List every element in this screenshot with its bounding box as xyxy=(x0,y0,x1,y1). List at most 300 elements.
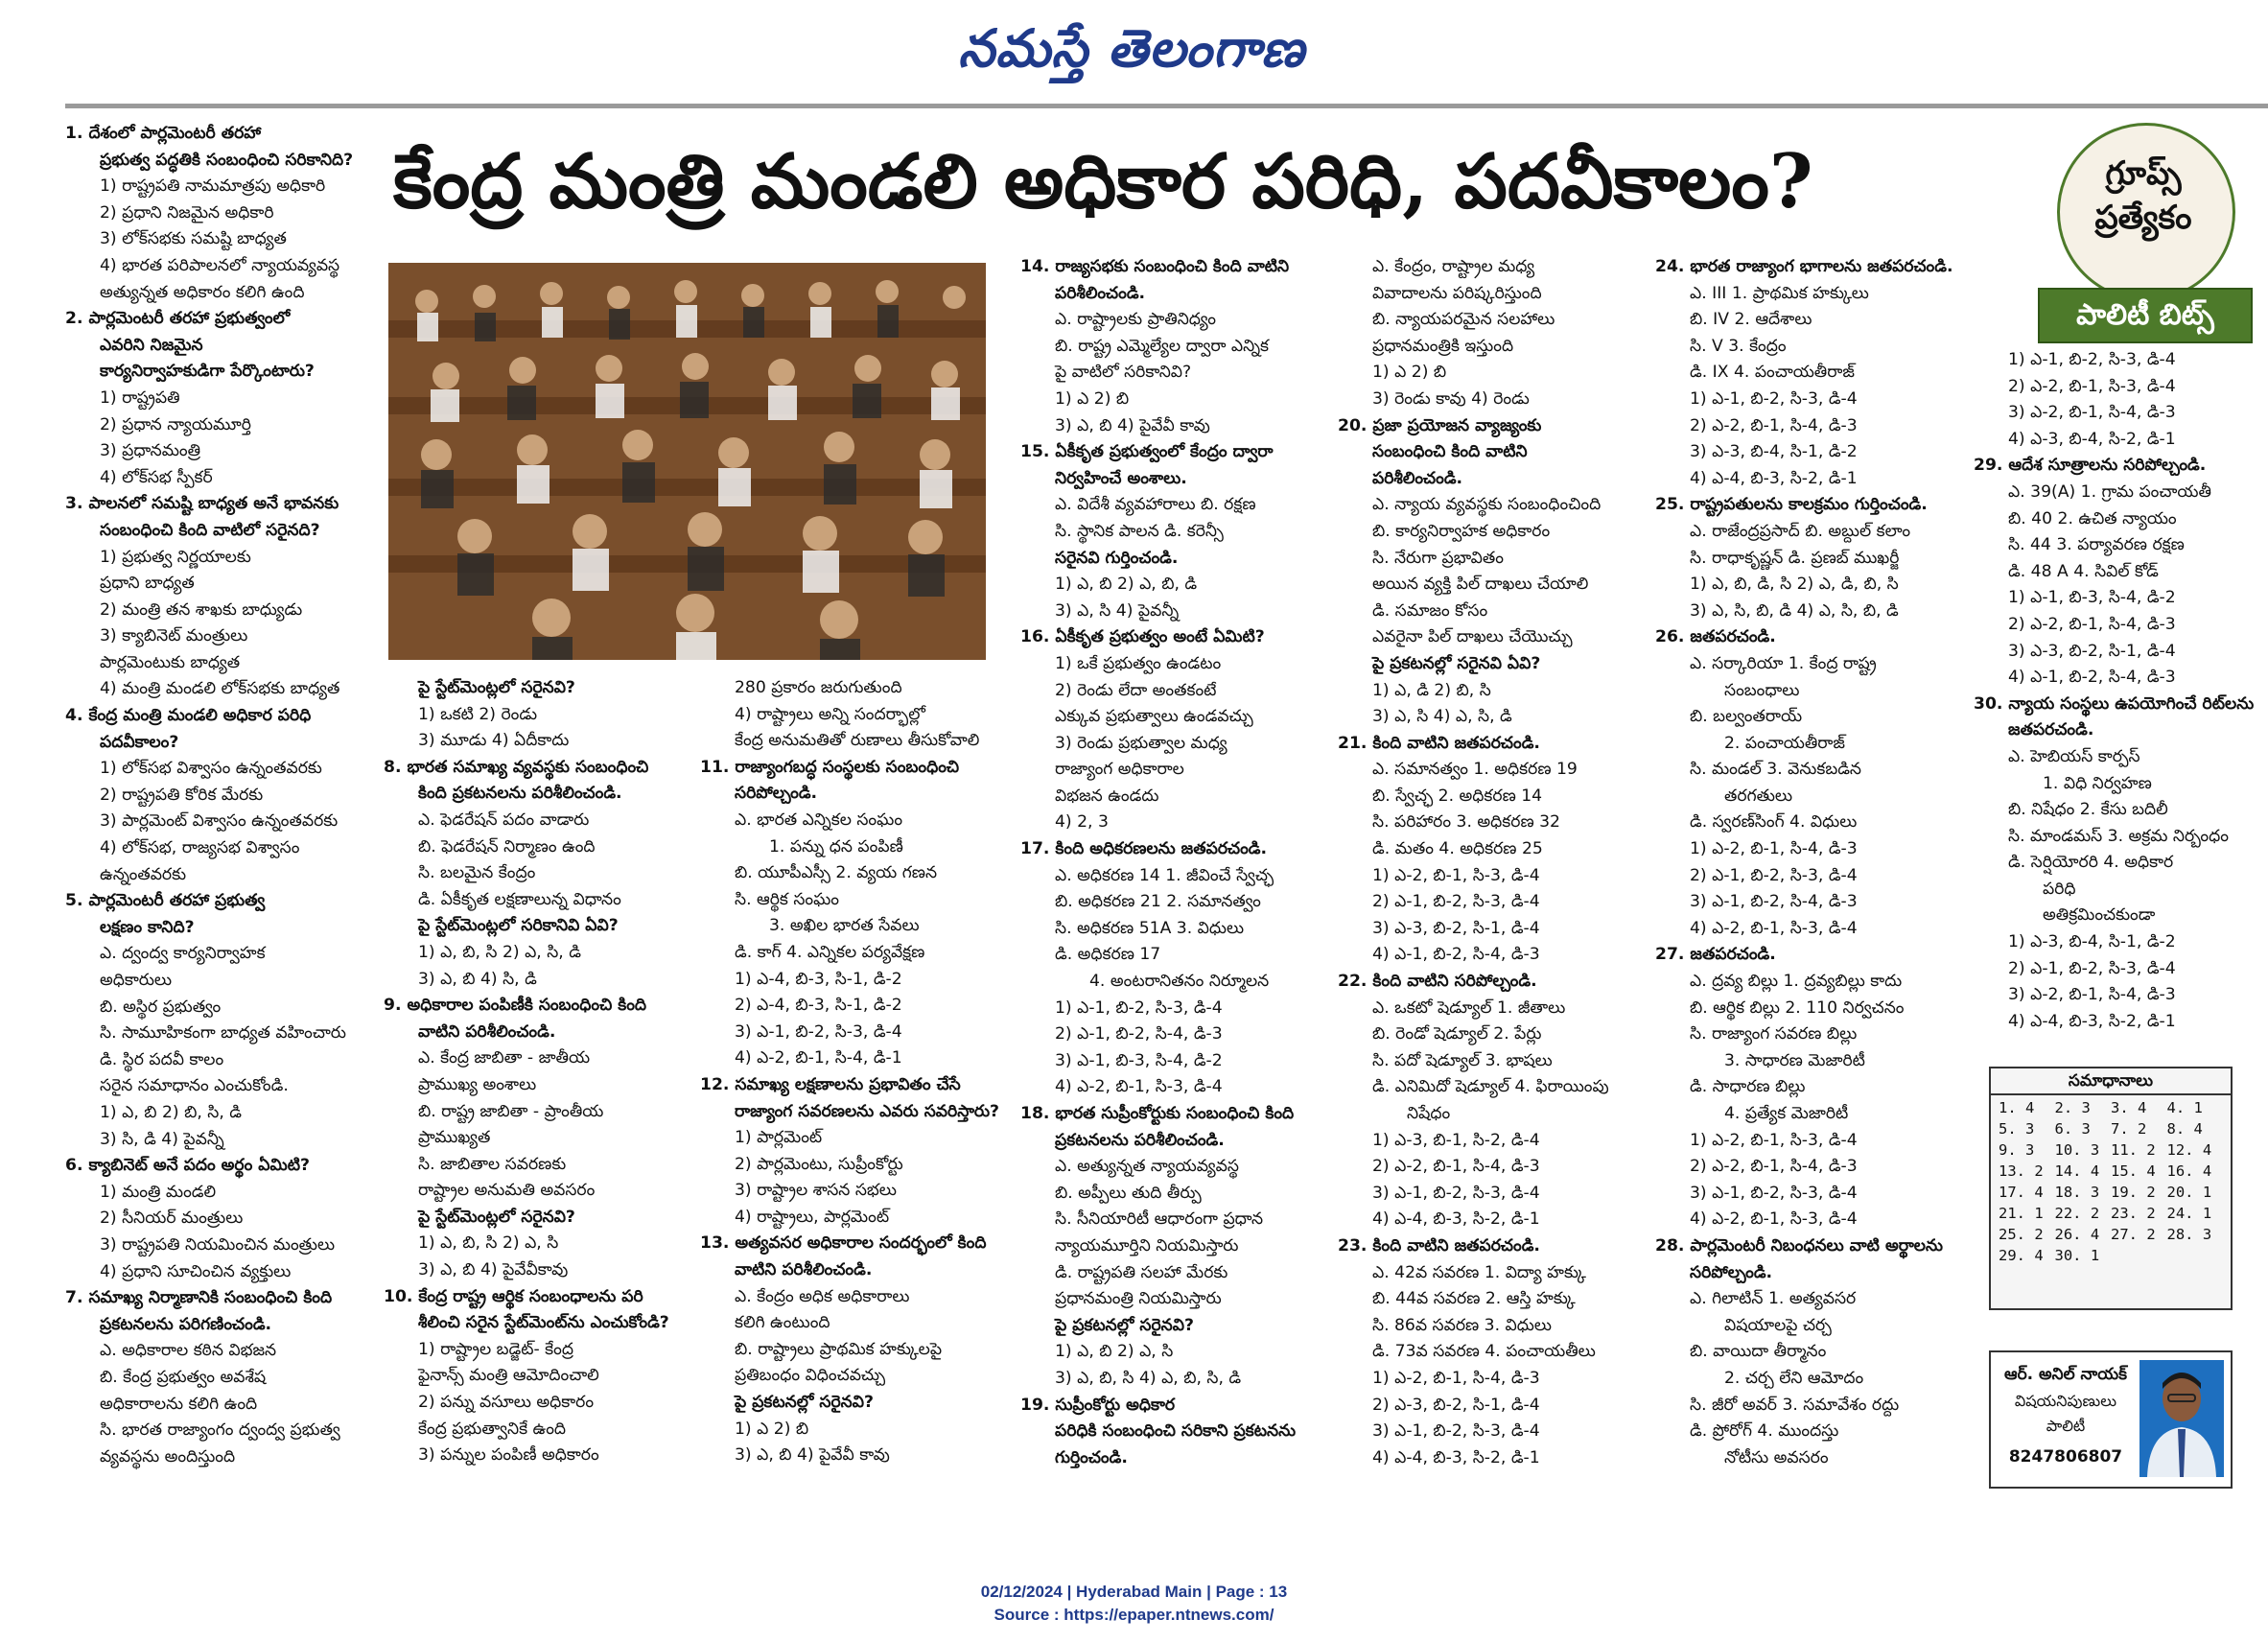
text-line: 4) ఎ-2, బి-1, సి-4, డి-1 xyxy=(735,1048,902,1068)
text-line: ఎ. అధికరణ 14 1. జీవించే స్వేచ్ఛ xyxy=(1055,865,1274,885)
text-line: పరిశీలించండి. xyxy=(1055,283,1146,303)
text-line: 2) మంత్రి తన శాఖకు బాధ్యుడు xyxy=(100,599,303,620)
text-line: 3) ఎ-1, బి-2, సి-3, డి-4 xyxy=(735,1021,902,1042)
text-line: డి. 73వ సవరణ 4. పంచాయతీలు xyxy=(1372,1342,1596,1362)
text-line: ఎ. సమానత్వం 1. అధికరణ 19 xyxy=(1372,760,1578,780)
text-line: ప్రభుత్వ పద్ధతికి సంబంధించి సరికానిది? xyxy=(100,150,354,170)
text-line: తరగతులు xyxy=(1724,786,1793,806)
text-line: 1) ఎ 2) బి xyxy=(1372,363,1447,383)
text-line: ప్రధానమంత్రికి ఇస్తుంది xyxy=(1372,336,1514,356)
text-line: డి. అధికరణ 17 xyxy=(1055,945,1161,965)
text-line: అయిన వ్యక్తి పిల్ దాఖలు చేయాలి xyxy=(1372,575,1589,595)
text-line: 1) లోక్‌సభ విశ్వాసం ఉన్నంతవరకు xyxy=(100,759,322,779)
text-line: 4) ప్రధాని సూచించిన వ్యక్తులు xyxy=(100,1261,292,1281)
text-line: సి. బలమైన కేంద్రం xyxy=(418,863,536,883)
text-line: 2) ఎ-4, బి-3, సి-1, డి-2 xyxy=(735,996,902,1016)
text-line: 3. సాధారణ మెజారిటీ xyxy=(1724,1050,1865,1070)
text-line: సరిపోల్చండి. xyxy=(1690,1262,1773,1282)
text-line: 2) రాష్ట్రపతి కోరిక మేరకు xyxy=(100,785,264,805)
badge-bar: పాలిటీ బిట్స్ xyxy=(2038,288,2253,343)
text-line: సి. సీనియారిటీ ఆధారంగా ప్రధాన xyxy=(1055,1209,1264,1230)
text-line: 1) రాష్ట్రాల బడ్జెట్- కేంద్ర xyxy=(418,1339,573,1359)
text-line: 3) ఎ, సి 4) పైవన్నీ xyxy=(1055,600,1180,621)
text-line: పరిధి xyxy=(2043,879,2076,899)
text-line: సి. V 3. కేంద్రం xyxy=(1690,336,1787,356)
text-line: డి. IX 4. పంచాయతీరాజ్ xyxy=(1690,363,1855,383)
text-line: 3. అఖిల భారత సేవలు xyxy=(769,916,920,936)
text-line: ప్రధాని బాధ్యత xyxy=(100,574,195,594)
text-line: 1) ఎ-2, బి-1, సి-3, డి-4 xyxy=(1690,1130,1858,1150)
text-line: వాటిని పరిశీలించండి. xyxy=(418,1021,556,1042)
text-line: బి. 40 2. ఉచిత న్యాయం xyxy=(2008,508,2177,528)
text-line: ఫైనాన్స్ మంత్రి ఆమోదించాలి xyxy=(418,1366,599,1386)
text-line: ఎ. విదేశీ వ్యవహారాలు బి. రక్షణ xyxy=(1055,495,1256,515)
answer-key-title: సమాధానాలు xyxy=(1991,1068,2231,1095)
text-line: 12. సమాఖ్య లక్షణాలను ప్రభావితం చేసే xyxy=(700,1074,961,1094)
text-line: 16. ఏకీకృత ప్రభుత్వం అంటే ఏమిటి? xyxy=(1020,627,1265,647)
text-line: 3) క్యాబినెట్ మంత్రులు xyxy=(100,626,248,646)
text-line: 1) ఎ 2) బి xyxy=(735,1419,809,1439)
text-line: ఎ. III 1. ప్రాథమిక హక్కులు xyxy=(1690,283,1869,303)
text-line: 3) ఎ, బి, సి 4) ఎ, బి, సి, డి xyxy=(1055,1368,1242,1388)
text-line: 2) ప్రధాన న్యాయమూర్తి xyxy=(100,414,251,434)
text-line: 3) ఎ-1, బి-2, సి-3, డి-4 xyxy=(1690,1183,1858,1203)
text-line: ప్రతిబంధం విధించవచ్చు xyxy=(735,1366,886,1386)
text-line: ఎ. గిలాటిన్ 1. అత్యవసర xyxy=(1690,1289,1857,1309)
text-line: అధికారులు xyxy=(100,971,173,990)
answer-item: 6. 3 xyxy=(2054,1120,2091,1138)
text-line: 4) ఎ-4, బి-3, సి-2, డి-1 xyxy=(2008,1011,2176,1031)
text-line: సి. రాధాకృష్ణన్ డి. ప్రణబ్ ముఖర్జీ xyxy=(1690,548,1900,568)
text-line: బి. అధికరణ 21 2. సమానత్వం xyxy=(1055,892,1261,912)
author-box xyxy=(1989,1350,2233,1489)
parliament-photo xyxy=(388,263,986,660)
badge-text xyxy=(2057,152,2230,240)
text-line: ఎ. న్యాయ వ్యవస్థకు సంబంధించింది xyxy=(1372,495,1602,515)
text-line: 2) పార్లమెంటు, సుప్రీంకోర్టు xyxy=(735,1154,903,1174)
text-line: న్యాయమూర్తిని నియమిస్తారు xyxy=(1055,1235,1239,1256)
text-line: వాటిని పరిశీలించండి. xyxy=(735,1260,873,1280)
text-line: ప్రకటనలను పరిశీలించండి. xyxy=(1055,1130,1225,1150)
text-line: బి. 44వ సవరణ 2. ఆస్తి హక్కు xyxy=(1372,1289,1576,1309)
column-4 xyxy=(1020,254,1337,1471)
text-line: 3) సి, డి 4) పైవన్నీ xyxy=(100,1129,224,1149)
answer-item: 5. 3 xyxy=(1999,1120,2035,1138)
answer-item: 16. 4 xyxy=(2166,1162,2212,1180)
text-line: 1) ఎ-1, బి-2, సి-3, డి-4 xyxy=(1055,998,1223,1018)
text-line: 7. సమాఖ్య నిర్మాణానికి సంబంధించి కింది xyxy=(65,1288,333,1308)
text-line: గుర్తించండి. xyxy=(1055,1447,1128,1467)
text-line: బి. రెండో షెడ్యూల్ 2. పేర్లు xyxy=(1372,1024,1542,1044)
answer-item: 10. 3 xyxy=(2054,1141,2100,1159)
text-line: ఎ. ఫెడరేషన్ పదం వాడారు xyxy=(418,810,590,830)
text-line: ప్రాముఖ్య అంశాలు xyxy=(418,1074,537,1094)
text-line: ఎ. ఒకటో షెడ్యూల్ 1. జీతాలు xyxy=(1372,998,1566,1018)
text-line: 17. కింది అధికరణలను జతపరచండి. xyxy=(1020,839,1268,859)
answer-item: 9. 3 xyxy=(1999,1141,2035,1159)
answer-item: 1. 4 xyxy=(1999,1099,2035,1116)
text-line: 1) ఎ, బి, డి, సి 2) ఎ, డి, బి, సి xyxy=(1690,575,1899,595)
text-line: లక్షణం కానిది? xyxy=(100,917,195,937)
text-line: డి. 48 A 4. సివిల్ కోడ్ xyxy=(2008,561,2159,581)
text-line: 2) ప్రధాని నిజమైన అధికారి xyxy=(100,202,274,223)
text-line: 3) ఎ, సి 4) ఎ, సి, డి xyxy=(1372,707,1512,727)
text-line: 4) లోక్‌సభ, రాజ్యసభ విశ్వాసం xyxy=(100,838,300,858)
answer-grid xyxy=(1991,1095,2231,1268)
text-line: 5. పార్లమెంటరీ తరహా ప్రభుత్వ xyxy=(65,891,266,911)
answer-item: 22. 2 xyxy=(2054,1205,2100,1222)
answer-item: 13. 2 xyxy=(1999,1162,2044,1180)
text-line: బి. రాష్ట్ర ఎమ్మెల్యేల ద్వారా ఎన్నిక xyxy=(1055,336,1270,356)
text-line: 280 ప్రకారం జరుగుతుంది xyxy=(735,678,902,697)
text-line: 1) ఎ 2) బి xyxy=(1055,388,1130,409)
text-line: రాజ్యాంగ అధికారాల xyxy=(1055,760,1184,780)
author-role-line1: విషయనిపుణులు xyxy=(2014,1392,2117,1410)
answer-item: 19. 2 xyxy=(2111,1184,2156,1201)
text-line: 1. విధి నిర్వహణ xyxy=(2043,773,2152,793)
text-line: ఎ. ద్వంద్వ కార్యనిర్వాహక xyxy=(100,944,266,964)
text-line: బి. రాష్ట్రాలు ప్రాథమిక హక్కులపై xyxy=(735,1339,943,1359)
masthead: నమస్తే తెలంగాణ xyxy=(958,17,1305,79)
text-line: 1) ఎ-2, బి-1, సి-3, డి-4 xyxy=(1372,865,1540,885)
column-1 xyxy=(65,121,382,1470)
text-line: బి. న్యాయపరమైన సలహాలు xyxy=(1372,310,1555,330)
text-line: 1) ఎ, బి, సి 2) ఎ, సి xyxy=(418,1233,559,1254)
text-line: 4) ఎ-2, బి-1, సి-3, డి-4 xyxy=(1690,918,1858,938)
text-line: డి. మతం 4. అధికరణ 25 xyxy=(1372,839,1543,859)
text-line: నిర్వహించే అంశాలు. xyxy=(1055,468,1187,488)
answer-item: 17. 4 xyxy=(1999,1184,2044,1201)
text-line: 1) ఎ-1, బి-2, సి-3, డి-4 xyxy=(2008,350,2176,369)
text-line: 29. ఆదేశ సూత్రాలను సరిపోల్చండి. xyxy=(1974,456,2207,476)
text-line: 3) రాష్ట్రపతి నియమించిన మంత్రులు xyxy=(100,1234,336,1255)
text-line: 4) మంత్రి మండలి లోక్‌సభకు బాధ్యత xyxy=(100,679,340,699)
text-line: 1) రాష్ట్రపతి నామమాత్రపు అధికారి xyxy=(100,176,326,197)
author-photo xyxy=(2139,1360,2224,1477)
text-line: 1) ప్రభుత్వ నిర్ణయాలకు xyxy=(100,547,251,567)
text-line: ఎవరిని నిజమైన xyxy=(100,335,203,355)
text-line: 2) ఎ-2, బి-1, సి-4, డి-3 xyxy=(1690,415,1858,435)
text-line: 23. కింది వాటిని జతపరచండి. xyxy=(1338,1235,1540,1256)
text-line: ప్రకటనలను పరిగణించండి. xyxy=(100,1314,272,1334)
text-line: కేంద్ర ప్రభుత్వానికే ఉంది xyxy=(418,1419,567,1439)
text-line: 8. భారత సమాఖ్య వ్యవస్థకు సంబంధించి xyxy=(384,757,649,777)
text-line: బి. ఆర్థిక బిల్లు 2. 110 నిర్వచనం xyxy=(1690,998,1905,1018)
text-line: 4) భారత పరిపాలనలో న్యాయవ్యవస్థ xyxy=(100,255,340,275)
text-line: 4) ఎ-3, బి-4, సి-2, డి-1 xyxy=(2008,429,2176,449)
answer-item: 3. 4 xyxy=(2111,1099,2147,1116)
text-line: బి. స్వేచ్ఛ 2. అధికరణ 14 xyxy=(1372,786,1543,806)
text-line: జతపరచండి. xyxy=(2008,720,2094,740)
answer-item: 7. 2 xyxy=(2111,1120,2147,1138)
text-line: సి. 86వ సవరణ 3. విధులు xyxy=(1372,1315,1552,1335)
text-line: పై ప్రకటనల్లో సరైనవి? xyxy=(1055,1315,1194,1335)
headline: కేంద్ర మంత్రి మండలి అధికార పరిధి, పదవీకాలం? xyxy=(393,138,1813,225)
text-line: పై ప్రకటనల్లో సరైనవి ఏవి? xyxy=(1372,653,1541,673)
text-line: పై ప్రకటనల్లో సరైనవి? xyxy=(735,1393,874,1413)
text-line: పై స్టేట్‌మెంట్లలో సరైనవి? xyxy=(418,1207,575,1227)
text-line: 3) ఎ, సి, బి, డి 4) ఎ, సి, బి, డి xyxy=(1690,600,1899,621)
text-line: ఎ. రాష్ట్రాలకు ప్రాతినిధ్యం xyxy=(1055,310,1217,330)
answer-item: 11. 2 xyxy=(2111,1141,2156,1159)
text-line: సి. పరిహారం 3. అధికరణ 32 xyxy=(1372,812,1560,833)
text-line: అతిక్రమించకుండా xyxy=(2043,905,2156,926)
text-line: 1. దేశంలో పార్లమెంటరీ తరహా xyxy=(65,124,262,143)
author-name: ఆర్. అనిల్ నాయక్ xyxy=(2004,1365,2127,1384)
text-line: 1) రాష్ట్రపతి xyxy=(100,387,180,408)
text-line: 3) ఎ, బి 4) సి, డి xyxy=(418,969,537,989)
text-line: సి. పదో షెడ్యూల్ 3. భాషలు xyxy=(1372,1050,1553,1070)
text-line: అత్యున్నత అధికారం కలిగి ఉంది xyxy=(100,282,305,302)
text-line: సి. మండల్ 3. వెనుకబడిన xyxy=(1690,760,1862,780)
parliament-photo-illustration xyxy=(388,263,986,660)
text-line: 1) ఒకటి 2) రెండు xyxy=(418,704,538,724)
text-line: 6. క్యాబినెట్ అనే పదం అర్థం ఏమిటి? xyxy=(65,1156,310,1176)
text-line: 3) రెండు కావు 4) రెండు xyxy=(1372,388,1530,409)
text-line: సి. సామూహికంగా బాధ్యత వహించారు xyxy=(100,1023,346,1044)
answer-item: 2. 3 xyxy=(2054,1099,2091,1116)
text-line: 4. కేంద్ర మంత్రి మండలి అధికార పరిధి xyxy=(65,706,312,726)
text-line: 3) రాష్ట్రాల శాసన సభలు xyxy=(735,1181,897,1201)
text-line: పరిశీలించండి. xyxy=(1372,468,1463,488)
text-line: ప్రాముఖ్యత xyxy=(418,1128,491,1148)
answer-item: 14. 4 xyxy=(2054,1162,2100,1180)
answer-item: 8. 4 xyxy=(2166,1120,2203,1138)
text-line: నిషేధం xyxy=(1407,1104,1451,1123)
answer-item: 27. 2 xyxy=(2111,1226,2156,1243)
text-line: 1) ఎ-3, బి-4, సి-1, డి-2 xyxy=(2008,932,2176,952)
text-line: 4. అంటరానితనం నిర్మూలన xyxy=(1089,972,1270,992)
text-line: ఎ. 42వ సవరణ 1. విద్యా హక్కు xyxy=(1372,1262,1586,1282)
text-line: డి. సెర్షియోరరి 4. అధికార xyxy=(2008,853,2174,873)
text-line: డి. సమాజం కోసం xyxy=(1372,600,1488,621)
text-line: 22. కింది వాటిని సరిపోల్చండి. xyxy=(1338,972,1537,992)
text-line: డి. ఏకీకృత లక్షణాలున్న విధానం xyxy=(418,889,621,909)
text-line: బి. బల్వంతరాయ్ xyxy=(1690,707,1803,727)
text-line: 2) ఎ-2, బి-1, సి-4, డి-3 xyxy=(1372,1157,1540,1177)
text-line: 1) ఎ-4, బి-3, సి-1, డి-2 xyxy=(735,969,902,989)
text-line: 2) సీనియర్ మంత్రులు xyxy=(100,1209,244,1229)
answer-item: 20. 1 xyxy=(2166,1184,2212,1201)
text-line: పదవీకాలం? xyxy=(100,732,179,752)
text-line: 10. కేంద్ర రాష్ట్ర ఆర్థిక సంబంధాలను పరి xyxy=(384,1286,643,1306)
text-line: సంబంధించి కింది వాటిలో సరైనది? xyxy=(100,520,320,540)
text-line: 30. న్యాయ సంస్థలు ఉపయోగించే రిట్‌లను xyxy=(1974,693,2255,714)
text-line: 4) రాష్ట్రాలు అన్ని సందర్భాల్లో xyxy=(735,704,925,724)
text-line: 4. ప్రత్యేక మెజారిటీ xyxy=(1724,1104,1849,1123)
text-line: డి. సాధారణ బిల్లు xyxy=(1690,1077,1806,1097)
text-line: 4) 2, 3 xyxy=(1055,812,1109,833)
answer-item: 25. 2 xyxy=(1999,1226,2044,1243)
text-line: 2) ఎ-1, బి-2, సి-3, డి-4 xyxy=(2008,958,2176,978)
text-line: 2) ఎ-2, బి-1, సి-3, డి-4 xyxy=(2008,376,2176,396)
answer-item: 21. 1 xyxy=(1999,1205,2044,1222)
text-line: బి. IV 2. ఆదేశాలు xyxy=(1690,310,1812,330)
text-line: 2) ఎ-3, బి-2, సి-1, డి-4 xyxy=(1372,1395,1540,1415)
text-line: 1) ఎ, బి 2) బి, సి, డి xyxy=(100,1102,242,1122)
text-line: 3) రెండు ప్రభుత్వాల మధ్య xyxy=(1055,733,1228,753)
text-line: ఉన్నంతవరకు xyxy=(100,864,187,884)
text-line: ఎ. కేంద్ర జాబితా - జాతీయ xyxy=(418,1048,591,1068)
text-line: డి. రాష్ట్రపతి సలహా మేరకు xyxy=(1055,1262,1228,1282)
text-line: 3) లోక్‌సభకు సమష్టి బాధ్యత xyxy=(100,229,287,249)
text-line: 1. పన్ను ధన పంపిణీ xyxy=(769,836,903,857)
text-line: 13. అత్యవసర అధికారాల సందర్భంలో కింది xyxy=(700,1233,987,1254)
text-line: 18. భారత సుప్రీంకోర్టుకు సంబంధించి కింది xyxy=(1020,1104,1295,1123)
text-line: 1) ఎ-2, బి-1, సి-4, డి-3 xyxy=(1372,1368,1540,1388)
text-line: డి. స్థిర పదవీ కాలం xyxy=(100,1049,224,1069)
text-line: పై స్టేట్‌మెంట్లలో సరైనవి? xyxy=(418,678,575,697)
column-3 xyxy=(700,675,1017,1469)
text-line: బి. రాష్ట్ర జాబితా - ప్రాంతీయ xyxy=(418,1101,604,1121)
text-line: కలిగి ఉంటుంది xyxy=(735,1313,830,1333)
author-role xyxy=(1999,1389,2133,1439)
text-line: బి. అస్థిర ప్రభుత్వం xyxy=(100,997,222,1017)
text-line: సి. జాబితాల సవరణకు xyxy=(418,1154,567,1174)
text-line: సి. రాజ్యాంగ సవరణ బిల్లు xyxy=(1690,1024,1858,1044)
text-line: 3) ఎ, బి 4) పైవేవీ కావు xyxy=(1055,415,1210,435)
answer-item: 30. 1 xyxy=(2054,1247,2100,1264)
text-line: అధికారాలను కలిగి ఉంది xyxy=(100,1394,258,1414)
text-line: 1) ఎ, బి 2) ఎ, బి, డి xyxy=(1055,575,1198,595)
text-line: 4) లోక్‌సభ స్పీకర్ xyxy=(100,467,213,487)
author-phone: 8247806807 xyxy=(2008,1447,2123,1467)
text-line: శీలించి సరైన స్టేట్‌మెంట్‌ను ఎంచుకోండి? xyxy=(418,1313,669,1333)
text-line: పార్లమెంటుకు బాధ్యత xyxy=(100,652,241,672)
text-line: సి. జీరో అవర్ 3. సమావేశం రద్దు xyxy=(1690,1395,1900,1415)
text-line: 3) ఎ-1, బి-2, సి-4, డి-3 xyxy=(1690,892,1858,912)
text-line: బి. కేంద్ర ప్రభుత్వం అవశేష xyxy=(100,1367,267,1387)
text-line: 1) పార్లమెంట్ xyxy=(735,1128,823,1148)
text-line: 2) ఎ-2, బి-1, సి-4, డి-3 xyxy=(2008,614,2176,634)
text-line: 4) ఎ-1, బి-2, సి-4, డి-3 xyxy=(1372,945,1540,965)
text-line: 3) ఎ-1, బి-3, సి-4, డి-2 xyxy=(1055,1050,1223,1070)
text-line: 2) ఎ-1, బి-2, సి-3, డి-4 xyxy=(1690,865,1858,885)
text-line: కార్యనిర్వాహకుడిగా పేర్కొంటారు? xyxy=(100,362,315,382)
column-2 xyxy=(384,675,700,1469)
text-line: 11. రాజ్యాంగబద్ధ సంస్థలకు సంబంధించి xyxy=(700,757,960,777)
text-line: సి. మాండమస్ 3. అక్రమ నిర్బంధం xyxy=(2008,826,2229,846)
text-line: ఎ. ద్రవ్య బిల్లు 1. ద్రవ్యబిల్లు కాదు xyxy=(1690,972,1903,992)
text-line: 1) ఎ, బి, సి 2) ఎ, సి, డి xyxy=(418,942,581,962)
text-line: బి. అప్పీలు తుది తీర్పు xyxy=(1055,1183,1202,1203)
text-line: 4) ఎ-2, బి-1, సి-3, డి-4 xyxy=(1055,1077,1223,1097)
text-line: 14. రాజ్యసభకు సంబంధించి కింది వాటిని xyxy=(1020,257,1290,276)
text-line: డి. ప్రోరోగ్ 4. ముందస్తు xyxy=(1690,1421,1839,1442)
text-line: సరిపోల్చండి. xyxy=(735,784,818,804)
text-line: బి. ఫెడరేషన్ నిర్మాణం ఉంది xyxy=(418,836,596,857)
section-badge xyxy=(2038,123,2230,332)
text-line: డి. ఎనిమిదో షెడ్యూల్ 4. ఫిరాయింపు xyxy=(1372,1077,1609,1097)
text-line: బి. యూపీఎస్సీ 2. వ్యయ గణన xyxy=(735,863,938,883)
text-line: 2) పన్ను వసూలు అధికారం xyxy=(418,1393,595,1413)
text-line: 2. పార్లమెంటరీ తరహా ప్రభుత్వంలో xyxy=(65,309,291,329)
text-line: 4) ఎ-2, బి-1, సి-3, డి-4 xyxy=(1690,1209,1858,1230)
text-line: 3) ఎ-3, బి-4, సి-1, డి-2 xyxy=(1690,442,1858,462)
text-line: విషయాలపై చర్చ xyxy=(1724,1315,1832,1335)
text-line: 24. భారత రాజ్యాంగ భాగాలను జతపరచండి. xyxy=(1655,257,1953,276)
text-line: ఎ. హెబియస్ కార్పస్ xyxy=(2008,746,2140,766)
badge-line2: ప్రత్యేకం xyxy=(2094,199,2192,237)
author-photo-illustration xyxy=(2139,1360,2224,1477)
text-line: ఎ. కేంద్రం అధిక అధికారాలు xyxy=(735,1286,910,1306)
text-line: సి. అధికరణ 51A 3. విధులు xyxy=(1055,918,1245,938)
text-line: సి. 44 3. పర్యావరణ రక్షణ xyxy=(2008,535,2185,555)
text-line: వివాదాలను పరిష్కరిస్తుంది xyxy=(1372,283,1542,303)
text-line: 1) మంత్రి మండలి xyxy=(100,1182,217,1202)
text-line: 4) ఎ-4, బి-3, సి-2, డి-1 xyxy=(1372,1209,1540,1230)
text-line: కింది ప్రకటనలను పరిశీలించండి. xyxy=(418,784,622,804)
badge-line1: గ్రూప్స్ xyxy=(2105,154,2182,193)
text-line: సంబంధించి కింది వాటిని xyxy=(1372,442,1528,462)
author-role-line2: పాలిటీ xyxy=(2046,1417,2086,1435)
text-line: ప్రధానమంత్రి నియమిస్తారు xyxy=(1055,1289,1222,1309)
text-line: సి. నేరుగా ప్రభావితం xyxy=(1372,548,1504,568)
text-line: సి. భారత రాజ్యాంగం ద్వంద్వ ప్రభుత్వ xyxy=(100,1420,340,1441)
column-6 xyxy=(1655,254,1972,1471)
text-line: ఎ. అత్యున్నత న్యాయవ్యవస్థ xyxy=(1055,1157,1239,1177)
answer-item: 15. 4 xyxy=(2111,1162,2156,1180)
text-line: 28. పార్లమెంటరీ నిబంధనలు వాటి అర్థాలను xyxy=(1655,1235,1943,1256)
text-line: 27. జతపరచండి. xyxy=(1655,945,1776,965)
text-line: 15. ఏకీకృత ప్రభుత్వంలో కేంద్రం ద్వారా xyxy=(1020,442,1274,462)
text-line: 3) ఎ-3, బి-2, సి-1, డి-4 xyxy=(1372,918,1540,938)
text-line: ఎక్కువ ప్రభుత్వాలు ఉండవచ్చు xyxy=(1055,707,1253,727)
text-line: విభజన ఉండదు xyxy=(1055,786,1159,806)
text-line: 1) ఎ-2, బి-1, సి-4, డి-3 xyxy=(1690,839,1858,859)
text-line: బి. కార్యనిర్వాహక అధికారం xyxy=(1372,521,1551,541)
text-line: సంబంధాలు xyxy=(1724,680,1800,700)
text-line: ఎ. భారత ఎన్నికల సంఘం xyxy=(735,810,903,830)
text-line: 3. పాలనలో సమష్టి బాధ్యత అనే భావనకు xyxy=(65,494,339,514)
text-line: 4) రాష్ట్రాలు, పార్లమెంట్ xyxy=(735,1207,890,1227)
answer-item: 26. 4 xyxy=(2054,1226,2100,1243)
text-line: వ్యవస్థను అందిస్తుంది xyxy=(100,1446,236,1467)
text-line: సరైనవి గుర్తించండి. xyxy=(1055,548,1179,568)
text-line: సి. స్థానిక పాలన డి. కరెన్సీ xyxy=(1055,521,1224,541)
text-line: రాజ్యాంగ సవరణలను ఎవరు సవరిస్తారు? xyxy=(735,1101,1000,1121)
answer-item: 4. 1 xyxy=(2166,1099,2203,1116)
text-line: 2) ఎ-2, బి-1, సి-4, డి-3 xyxy=(1690,1157,1858,1177)
text-line: 4) ఎ-4, బి-3, సి-2, డి-1 xyxy=(1372,1447,1540,1467)
text-line: ఎ. కేంద్రం, రాష్ట్రాల మధ్య xyxy=(1372,257,1535,276)
text-line: 3) ఎ-3, బి-2, సి-1, డి-4 xyxy=(2008,641,2176,661)
text-line: 3) మూడు 4) ఏదీకాదు xyxy=(418,731,570,751)
text-line: 2) ఎ-1, బి-2, సి-4, డి-3 xyxy=(1055,1024,1223,1044)
text-line: 2. పంచాయతీరాజ్ xyxy=(1724,733,1845,753)
text-line: 3) పార్లమెంట్ విశ్వాసం ఉన్నంతవరకు xyxy=(100,811,339,832)
header-rule xyxy=(65,104,2268,108)
text-line: 26. జతపరచండి. xyxy=(1655,627,1776,647)
text-line: 3) ఎ-2, బి-1, సి-4, డి-3 xyxy=(2008,985,2176,1005)
text-line: పరిధికి సంబంధించి సరికాని ప్రకటనను xyxy=(1055,1421,1297,1442)
answer-item: 28. 3 xyxy=(2166,1226,2212,1243)
text-line: 1) ఎ-3, బి-1, సి-2, డి-4 xyxy=(1372,1130,1540,1150)
text-line: 2) ఎ-1, బి-2, సి-3, డి-4 xyxy=(1372,892,1540,912)
text-line: 1) ఎ-1, బి-2, సి-3, డి-4 xyxy=(1690,388,1858,409)
text-line: 3) ఎ, బి 4) పైవేవీ కావు xyxy=(735,1445,890,1466)
text-line: బి. వాయిదా తీర్మానం xyxy=(1690,1342,1827,1362)
text-line: 20. ప్రజా ప్రయోజన వ్యాజ్యంకు xyxy=(1338,415,1542,435)
text-line: ఎవరైనా పిల్ దాఖలు చేయొచ్చు xyxy=(1372,627,1573,647)
answer-item: 29. 4 xyxy=(1999,1247,2044,1264)
text-line: 1) ఒకే ప్రభుత్వం ఉండటం xyxy=(1055,653,1222,673)
text-line: 3) ఎ-2, బి-1, సి-4, డి-3 xyxy=(2008,403,2176,423)
text-line: 2. చర్చ లేని ఆమోదం xyxy=(1724,1368,1864,1388)
text-line: సరైన సమాధానం ఎంచుకోండి. xyxy=(100,1076,289,1096)
answer-key xyxy=(1989,1067,2233,1310)
text-line: 3) ఎ-1, బి-2, సి-3, డి-4 xyxy=(1372,1421,1540,1442)
